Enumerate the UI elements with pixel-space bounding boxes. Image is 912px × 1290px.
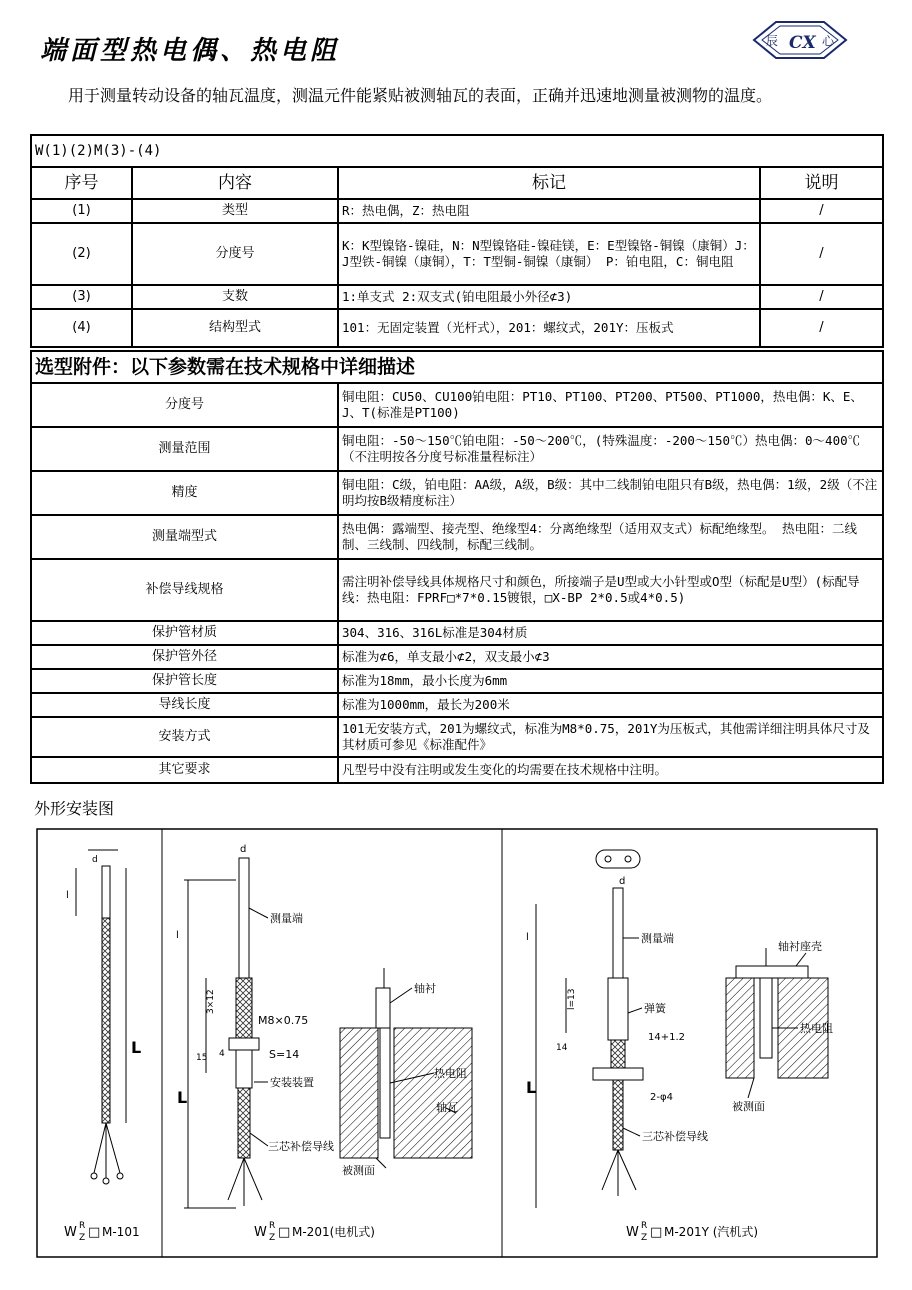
dim-l-101: l bbox=[66, 890, 69, 901]
spec-content: 分度号 bbox=[132, 223, 338, 285]
spec-no: (3) bbox=[31, 285, 132, 309]
dim-l-201y: l bbox=[526, 932, 529, 943]
accessory-label: 测量端型式 bbox=[31, 515, 338, 559]
header-mark: 标记 bbox=[338, 167, 760, 199]
accessory-row bbox=[31, 471, 883, 515]
accessory-label: 精度 bbox=[31, 471, 338, 515]
label-three-core-201: 三芯补偿导线 bbox=[268, 1140, 334, 1153]
logo-mark: CX bbox=[789, 33, 816, 53]
accessory-value: 凡型号中没有注明或发生变化的均需要在技术规格中注明。 bbox=[338, 757, 883, 783]
sensor-101-drawing bbox=[64, 850, 141, 1243]
dim-L-201y: L bbox=[526, 1078, 537, 1097]
spec-note: / bbox=[760, 309, 883, 347]
spec-content: 支数 bbox=[132, 285, 338, 309]
sensor-201-drawing bbox=[176, 844, 472, 1243]
brand-logo bbox=[752, 18, 848, 62]
cap-box-201y: □ bbox=[650, 1225, 663, 1240]
cap-r-101: R bbox=[79, 1221, 86, 1231]
label-rtd-201: 热电阻 bbox=[434, 1067, 467, 1080]
accessory-value: 101无安装方式，201为螺纹式，标准为M8*0.75，201Y为压板式，其他需详细注明具体尺寸及其材质可参见《标准配件》 bbox=[338, 717, 883, 757]
accessory-value: 标准为18mm，最小长度为6mm bbox=[338, 669, 883, 693]
dim-14: 14 bbox=[556, 1043, 568, 1053]
sensor-201y-drawing bbox=[526, 850, 833, 1243]
accessory-row bbox=[31, 757, 883, 783]
cap-w-101: W bbox=[64, 1225, 77, 1240]
model-code: W(1)(2)M(3)-(4) bbox=[31, 135, 883, 167]
drawing-heading: 外形安装图 bbox=[34, 799, 115, 818]
cap-z-101: Z bbox=[79, 1233, 86, 1243]
accessory-value: 304、316、316L标准是304材质 bbox=[338, 621, 883, 645]
accessory-table bbox=[30, 350, 884, 784]
accessory-row bbox=[31, 645, 883, 669]
dim-L-201: L bbox=[177, 1088, 188, 1107]
spec-note: / bbox=[760, 223, 883, 285]
label-14-12: 14+1.2 bbox=[648, 1032, 686, 1043]
spec-content: 类型 bbox=[132, 199, 338, 223]
accessory-value: 铜电阻：-50～150℃铂电阻：-50～200℃，(特殊温度：-200～150℃）热电偶：0～400℃（不注明按各分度号标准量程标注） bbox=[338, 427, 883, 471]
spec-mark: K：K型镍铬-镍硅，N：N型镍铬硅-镍硅镁，E：E型镍铬-铜镍（康铜）J：J型铁-铜镍（康铜），T：T型铜-铜镍（康铜） P：铂电阻，C：铜电阻 bbox=[338, 223, 760, 285]
caption-m101: M-101 bbox=[102, 1225, 140, 1239]
intro-paragraph: 用于测量转动设备的轴瓦温度，测温元件能紧贴被测轴瓦的表面，正确并迅速地测量被测物的温度。 bbox=[68, 86, 773, 105]
section-title: 选型附件：以下参数需在技术规格中详细描述 bbox=[31, 351, 883, 383]
accessory-label: 导线长度 bbox=[31, 693, 338, 717]
accessory-row bbox=[31, 669, 883, 693]
spec-no: (2) bbox=[31, 223, 132, 285]
accessory-value: 标准为⊄6，单支最小⊄2，双支最小⊄3 bbox=[338, 645, 883, 669]
accessory-row bbox=[31, 383, 883, 427]
accessory-row bbox=[31, 559, 883, 621]
label-thread-spec: M8×0.75 bbox=[258, 1014, 309, 1027]
accessory-value: 热电偶：露端型、接壳型、绝缘型4：分离绝缘型（适用双支式）标配绝缘型。 热电阻：二线制、三线制、四线制，标配三线制。 bbox=[338, 515, 883, 559]
accessory-row bbox=[31, 427, 883, 471]
spec-mark: 1:单支式 2:双支式(铂电阻最小外径⊄3) bbox=[338, 285, 760, 309]
cap-z-201y: Z bbox=[641, 1233, 648, 1243]
cap-box-201: □ bbox=[278, 1225, 291, 1240]
spec-note: / bbox=[760, 199, 883, 223]
label-measured-face-201y: 被测面 bbox=[732, 1100, 765, 1113]
accessory-row bbox=[31, 515, 883, 559]
dim-3x12: 3×12 bbox=[206, 989, 216, 1014]
spec-mark: R：热电偶，Z：热电阻 bbox=[338, 199, 760, 223]
accessory-value: 铜电阻：C级，铂电阻：AA级，A级，B级：其中二线制铂电阻只有B级，热电偶：1级，2级（不注明均按B级精度标注） bbox=[338, 471, 883, 515]
accessory-label: 补偿导线规格 bbox=[31, 559, 338, 621]
header-note: 说明 bbox=[760, 167, 883, 199]
dim-l13: l=13 bbox=[567, 988, 577, 1010]
dim-d-201: d bbox=[240, 844, 247, 855]
cap-box-101: □ bbox=[88, 1225, 101, 1240]
label-measure-end-201: 测量端 bbox=[270, 912, 303, 925]
accessory-label: 保护管材质 bbox=[31, 621, 338, 645]
label-bearing-housing: 轴衬座壳 bbox=[778, 940, 822, 953]
spec-row bbox=[31, 223, 883, 285]
caption-m201y: M-201Y (汽机式) bbox=[664, 1225, 759, 1239]
label-measured-face-201: 被测面 bbox=[342, 1164, 375, 1177]
accessory-row bbox=[31, 621, 883, 645]
accessory-row bbox=[31, 693, 883, 717]
spec-content: 结构型式 bbox=[132, 309, 338, 347]
accessory-label: 分度号 bbox=[31, 383, 338, 427]
accessory-row bbox=[31, 717, 883, 757]
cap-w-201y: W bbox=[626, 1225, 639, 1240]
accessory-value: 需注明补偿导线具体规格尺寸和颜色，所接端子是U型或大小针型或O型（标配是U型）(标配导线：热电阻：FPRF□*7*0.15镀银，□X-BP 2*0.5或4*0.5) bbox=[338, 559, 883, 621]
dim-4: 4 bbox=[219, 1049, 225, 1059]
label-rtd-201y: 热电阻 bbox=[800, 1022, 833, 1035]
spec-no: (1) bbox=[31, 199, 132, 223]
spec-no: (4) bbox=[31, 309, 132, 347]
cap-r-201: R bbox=[269, 1221, 276, 1231]
spec-row bbox=[31, 309, 883, 347]
dim-d-101: d bbox=[92, 855, 98, 865]
label-bearing-shell: 轴瓦 bbox=[436, 1101, 458, 1114]
dim-15: 15 bbox=[196, 1053, 208, 1063]
spec-note: / bbox=[760, 285, 883, 309]
cap-w-201: W bbox=[254, 1225, 267, 1240]
spec-table bbox=[30, 134, 884, 348]
spec-row bbox=[31, 199, 883, 223]
accessory-value: 标准为1000mm，最长为200米 bbox=[338, 693, 883, 717]
installation-drawing bbox=[36, 828, 878, 1258]
caption-m201: M-201(电机式) bbox=[292, 1225, 375, 1239]
header-no: 序号 bbox=[31, 167, 132, 199]
label-bearing: 轴衬 bbox=[414, 982, 436, 995]
cap-z-201: Z bbox=[269, 1233, 276, 1243]
label-three-core-201y: 三芯补偿导线 bbox=[642, 1130, 708, 1143]
logo-char-left: 辰 bbox=[766, 34, 779, 48]
accessory-label: 其它要求 bbox=[31, 757, 338, 783]
label-spring: 弹簧 bbox=[644, 1002, 666, 1015]
label-install-device: 安装装置 bbox=[270, 1076, 314, 1089]
logo-char-right: 心 bbox=[822, 34, 835, 48]
accessory-label: 保护管外径 bbox=[31, 645, 338, 669]
cap-r-201y: R bbox=[641, 1221, 648, 1231]
dim-L-101: L bbox=[131, 1038, 142, 1057]
accessory-label: 安装方式 bbox=[31, 717, 338, 757]
spec-mark: 101：无固定装置（光杆式），201：螺纹式，201Y：压板式 bbox=[338, 309, 760, 347]
accessory-label: 测量范围 bbox=[31, 427, 338, 471]
accessory-label: 保护管长度 bbox=[31, 669, 338, 693]
spec-row bbox=[31, 285, 883, 309]
dim-l-201: l bbox=[176, 930, 179, 941]
label-s14: S=14 bbox=[269, 1048, 300, 1061]
dim-d-201y: d bbox=[619, 876, 626, 887]
label-holes: 2-φ4 bbox=[650, 1092, 673, 1103]
header-content: 内容 bbox=[132, 167, 338, 199]
accessory-value: 铜电阻：CU50、CU100铂电阻：PT10、PT100、PT200、PT500、PT1000，热电偶：K、E、J、T(标准是PT100) bbox=[338, 383, 883, 427]
page-title: 端面型热电偶、热电阻 bbox=[40, 36, 341, 66]
label-measure-end-201y: 测量端 bbox=[641, 932, 674, 945]
